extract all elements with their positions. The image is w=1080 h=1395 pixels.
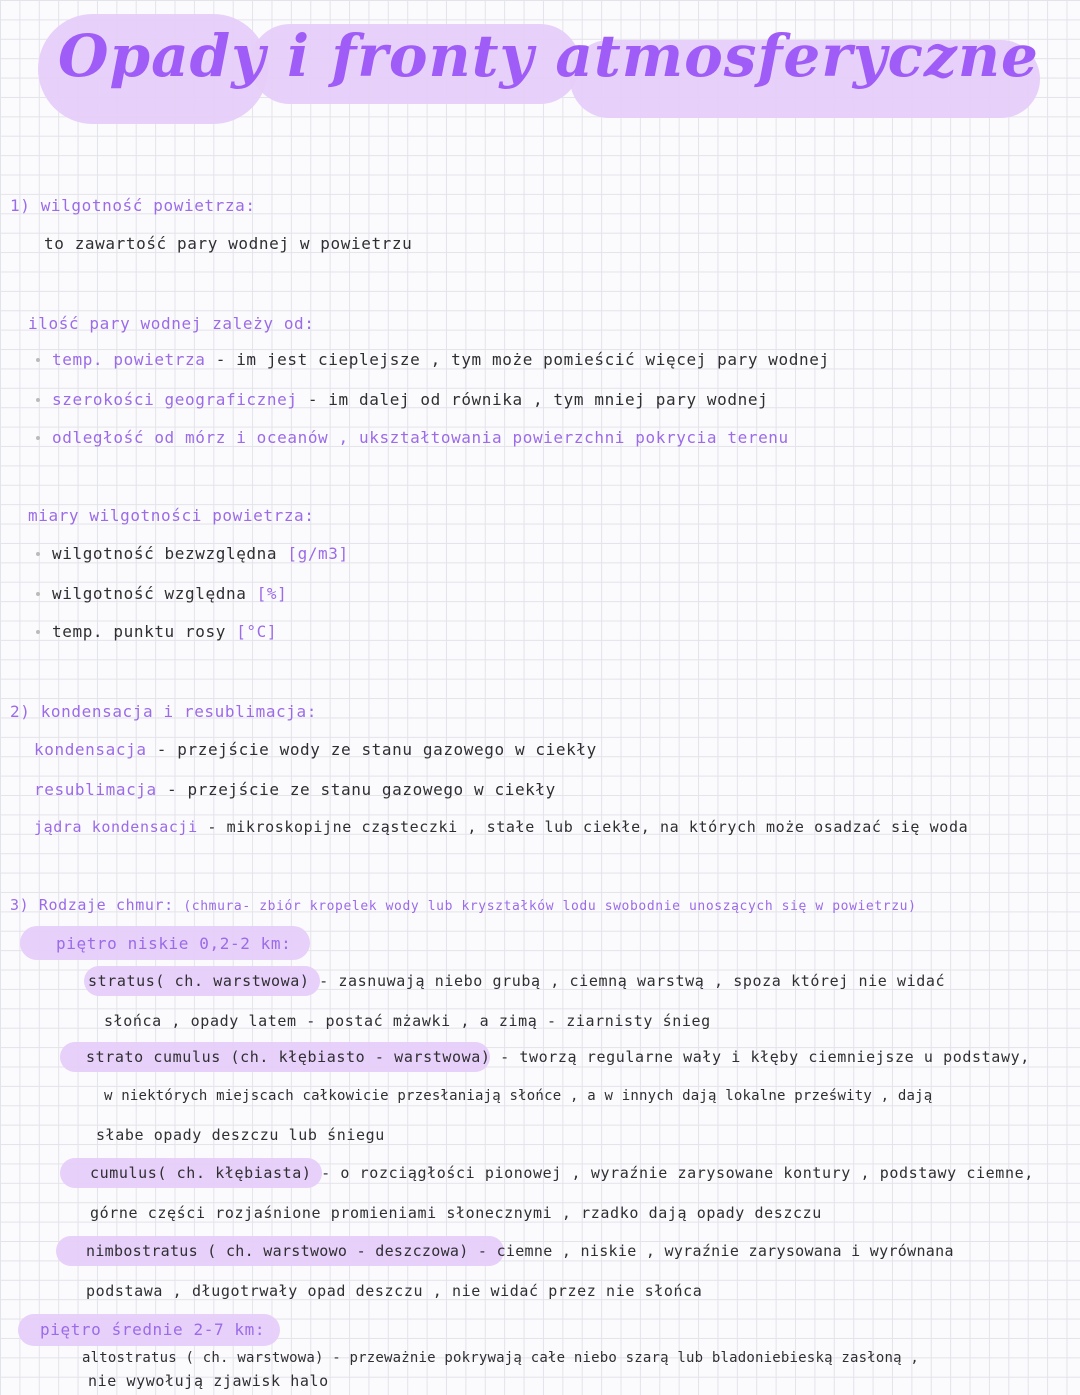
page-title: Opady i fronty atmosferyczne [58, 22, 1039, 90]
list-item: resublimacja - przejście ze stanu gazowego w ciekły [34, 780, 556, 799]
list-item: wilgotność bezwzględna [g/m3] [52, 544, 349, 563]
cloud-description: nimbostratus ( ch. warstwowo - deszczowa) - ciemne , niskie , wyraźnie zarysowana i wyrównana [86, 1242, 954, 1260]
cloud-description: górne części rozjaśnione promieniami słonecznymi , rzadko dają opady deszczu [90, 1204, 822, 1222]
cloud-description: podstawa , długotrwały opad deszczu , nie widać przez nie słońca [86, 1282, 703, 1300]
cloud-term-stratocumulus: strato cumulus (ch. kłębiasto - warstwowa) [86, 1048, 491, 1066]
section-heading: 1) wilgotność powietrza: [10, 196, 256, 215]
section-heading: 2) kondensacja i resublimacja: [10, 702, 317, 721]
list-item: szerokości geograficznej - im dalej od równika , tym mniej pary wodnej [52, 390, 769, 409]
cloud-description: stratus( ch. warstwowa) - zasnuwają niebo grubą , ciemną warstwą , spoza której nie widać [88, 972, 946, 990]
cloud-description: słońca , opady latem - postać mżawki , a zimą - ziarnisty śnieg [104, 1012, 711, 1030]
bullet-dot [36, 552, 40, 556]
list-item: kondensacja - przejście wody ze stanu gazowego w ciekły [34, 740, 597, 759]
subheading: ilość pary wodnej zależy od: [28, 314, 315, 333]
definition-text: to zawartość pary wodnej w powietrzu [44, 234, 413, 253]
bullet-dot [36, 592, 40, 596]
cloud-term-stratus: stratus( ch. warstwowa) [88, 972, 310, 990]
tier-label: piętro średnie 2-7 km: [40, 1320, 266, 1339]
list-item: jądra kondensacji - mikroskopijne cząsteczki , stałe lub ciekłe, na których może osadzać się woda [34, 818, 969, 836]
cloud-description: altostratus ( ch. warstwowa) - przeważnie pokrywają całe niebo szarą lub bladoniebieską zasłoną , [82, 1350, 919, 1366]
cloud-description: cumulus( ch. kłębiasta) - o rozciągłości pionowej , wyraźnie zarysowane kontury , podstawy ciemne, [90, 1164, 1034, 1182]
cloud-term-cumulus: cumulus( ch. kłębiasta) [90, 1164, 312, 1182]
bullet-dot [36, 436, 40, 440]
bullet-dot [36, 358, 40, 362]
bullet-dot [36, 398, 40, 402]
list-item: temp. powietrza - im jest cieplejsze , tym może pomieścić więcej pary wodnej [52, 350, 830, 369]
cloud-description: strato cumulus (ch. kłębiasto - warstwowa) - tworzą regularne wały i kłęby ciemniejsze u podstawy, [86, 1048, 1030, 1066]
cloud-description: nie wywołują zjawisk halo [88, 1372, 329, 1390]
subheading: miary wilgotności powietrza: [28, 506, 315, 525]
tier-label: piętro niskie 0,2-2 km: [56, 934, 292, 953]
cloud-term-nimbostratus: nimbostratus ( ch. warstwowo - deszczowa) [86, 1242, 469, 1260]
list-item: wilgotność względna [%] [52, 584, 288, 603]
list-item: temp. punktu rosy [°C] [52, 622, 278, 641]
section-heading: 3) Rodzaje chmur: (chmura- zbiór kropelek wody lub kryształków lodu swobodnie unoszących się w powietrzu) [10, 896, 917, 914]
cloud-description: w niektórych miejscach całkowicie przesłaniają słońce , a w innych dają lokalne prześwity , dają [104, 1088, 933, 1104]
cloud-description: słabe opady deszczu lub śniegu [96, 1126, 385, 1144]
list-item: odległość od mórz i oceanów , ukształtowania powierzchni pokrycia terenu [52, 428, 789, 447]
bullet-dot [36, 630, 40, 634]
